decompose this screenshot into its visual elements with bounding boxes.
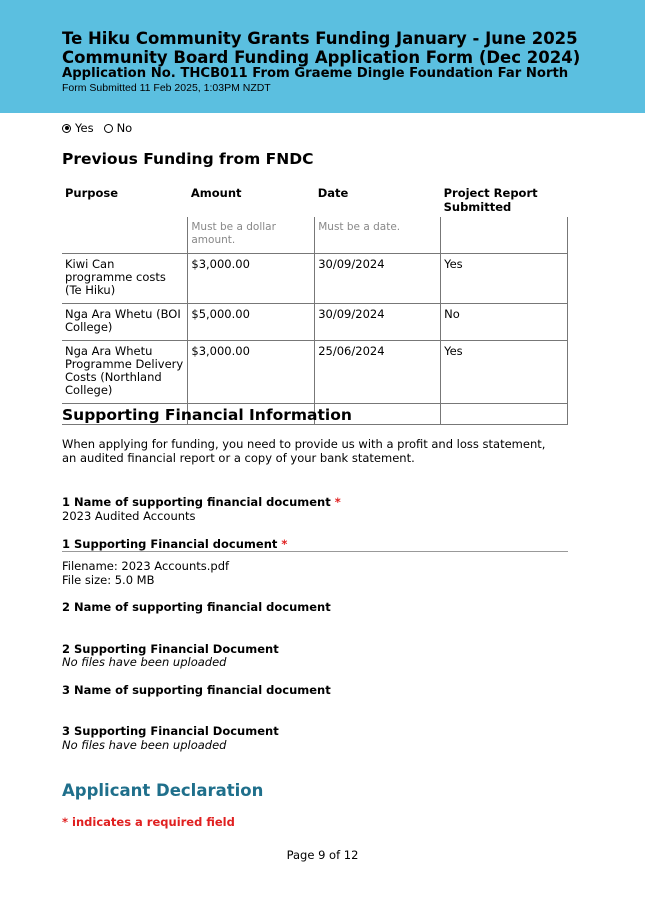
- page-header: [0, 0, 645, 113]
- cell-amount: $3,000.00: [188, 341, 315, 404]
- doc3-file-value: No files have been uploaded: [62, 738, 227, 752]
- table-placeholder-row: [62, 217, 568, 254]
- radio-no[interactable]: [104, 121, 133, 135]
- column-header-purpose: Purpose: [65, 186, 119, 200]
- table-header-row: [62, 183, 568, 217]
- column-header-amount: Amount: [190, 186, 242, 200]
- cell-date: 30/09/2024: [315, 254, 441, 304]
- cell-amount: $5,000.00: [188, 304, 315, 341]
- column-header-date: Date: [317, 186, 349, 200]
- required-asterisk: *: [281, 537, 288, 551]
- radio-selected-icon: [62, 124, 71, 133]
- placeholder-date: Must be a date.: [315, 217, 441, 254]
- cell-purpose: Nga Ara Whetu (BOI College): [62, 304, 188, 341]
- doc1-filename: Filename: 2023 Accounts.pdf: [62, 559, 230, 573]
- cell-report: Yes: [441, 254, 568, 304]
- doc1-name-label-text: 1 Name of supporting financial document: [62, 495, 331, 509]
- supporting-intro-text: When applying for funding, you need to provide us with a profit and loss statement, an audited financial report or a copy of your bank statement.: [62, 437, 546, 465]
- radio-yes[interactable]: [62, 121, 94, 135]
- doc1-name-value: 2023 Audited Accounts: [62, 509, 196, 523]
- table-row: [62, 341, 568, 404]
- placeholder-purpose: [62, 217, 188, 254]
- header-title-line2: Community Board Funding Application Form (Dec 2024): [62, 48, 581, 67]
- application-number: Application No. THCB011 From Graeme Dingle Foundation Far North: [62, 66, 569, 81]
- doc1-filesize: File size: 5.0 MB: [62, 573, 155, 587]
- column-header-report: Project Report Submitted: [443, 186, 538, 214]
- cell-purpose: Kiwi Can programme costs (Te Hiku): [62, 254, 188, 304]
- submission-timestamp: Form Submitted 11 Feb 2025, 1:03PM NZDT: [62, 82, 271, 94]
- doc1-name-label: [62, 495, 341, 509]
- radio-no-label: No: [116, 121, 133, 135]
- supporting-financial-heading: Supporting Financial Information: [62, 406, 352, 424]
- doc2-name-label: 2 Name of supporting financial document: [62, 600, 331, 614]
- cell-report: [441, 404, 568, 425]
- yes-no-radio-group: [62, 121, 142, 135]
- header-title-line1: Te Hiku Community Grants Funding January - June 2025: [62, 29, 578, 48]
- cell-date: 25/06/2024: [315, 341, 441, 404]
- cell-purpose: Nga Ara Whetu Programme Delivery Costs (Northland College): [62, 341, 188, 404]
- table-row: [62, 254, 568, 304]
- cell-date: 30/09/2024: [315, 304, 441, 341]
- table-row: [62, 304, 568, 341]
- previous-funding-heading: Previous Funding from FNDC: [62, 150, 314, 168]
- doc3-name-label: 3 Name of supporting financial document: [62, 683, 331, 697]
- required-asterisk: *: [334, 495, 341, 509]
- doc1-file-label-text: 1 Supporting Financial document: [62, 537, 278, 551]
- cell-amount: $3,000.00: [188, 254, 315, 304]
- doc2-file-label: 2 Supporting Financial Document: [62, 642, 279, 656]
- page-number: Page 9 of 12: [286, 848, 359, 862]
- divider: [62, 551, 568, 552]
- applicant-declaration-heading: Applicant Declaration: [62, 781, 264, 800]
- cell-report: Yes: [441, 341, 568, 404]
- previous-funding-table: [62, 183, 568, 425]
- radio-yes-label: Yes: [75, 121, 94, 135]
- doc2-file-value: No files have been uploaded: [62, 655, 227, 669]
- doc3-file-label: 3 Supporting Financial Document: [62, 724, 279, 738]
- required-field-note: * indicates a required field: [62, 815, 235, 829]
- radio-unselected-icon: [104, 124, 113, 133]
- cell-report: No: [441, 304, 568, 341]
- doc1-file-label: [62, 537, 287, 551]
- placeholder-amount: Must be a dollar amount.: [188, 217, 315, 254]
- placeholder-report: [441, 217, 568, 254]
